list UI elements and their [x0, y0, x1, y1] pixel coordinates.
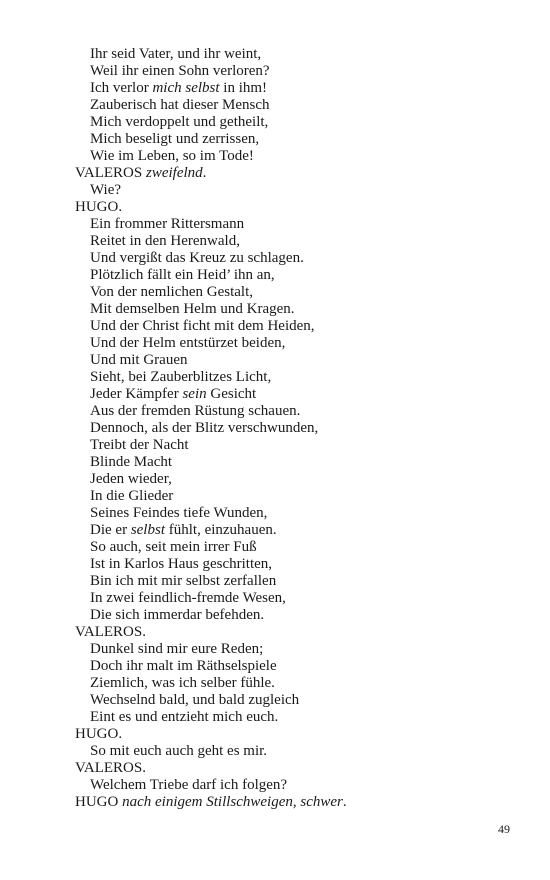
line-text: Sieht, bei Zauberblitzes Licht,	[90, 369, 272, 385]
verse-line	[75, 80, 495, 97]
verse-line	[75, 335, 495, 352]
speaker-line	[75, 760, 495, 777]
line-text: Wechselnd bald, und bald zugleich	[90, 692, 300, 708]
verse-line	[75, 182, 495, 199]
line-text: Ist in Karlos Haus geschritten,	[90, 556, 273, 572]
verse-line	[75, 709, 495, 726]
line-text: Von der nemlichen Gestalt,	[90, 284, 254, 300]
line-text: Ich verlor	[90, 80, 153, 96]
speaker-line	[75, 794, 495, 811]
verse-line	[75, 675, 495, 692]
line-text: HUGO	[75, 794, 123, 810]
line-text: In zwei feindlich-fremde Wesen,	[90, 590, 286, 606]
line-text: Die sich immerdar befehden.	[90, 607, 265, 623]
verse-line	[75, 233, 495, 250]
verse-line	[75, 556, 495, 573]
line-text: Weil ihr einen Sohn verloren?	[90, 63, 270, 79]
verse-line	[75, 114, 495, 131]
line-text: Und vergißt das Kreuz zu schlagen.	[90, 250, 304, 266]
line-text: Plötzlich fällt ein Heid’ ihn an,	[90, 267, 275, 283]
line-text: Ihr seid Vater, und ihr weint,	[90, 46, 262, 62]
verse-line	[75, 505, 495, 522]
line-text: fühlt, einzuhauen.	[164, 522, 277, 538]
line-text: Zauberisch hat dieser Mensch	[90, 97, 270, 113]
verse-line	[75, 539, 495, 556]
verse-line	[75, 97, 495, 114]
verse-line	[75, 301, 495, 318]
line-text: .	[342, 794, 347, 810]
verse-line	[75, 63, 495, 80]
line-text: HUGO.	[75, 726, 123, 742]
verse-line	[75, 131, 495, 148]
verse-line	[75, 386, 495, 403]
speaker-line	[75, 624, 495, 641]
line-text: Dunkel sind mir eure Reden;	[90, 641, 264, 657]
text-block	[75, 46, 495, 811]
verse-line	[75, 284, 495, 301]
line-text: So mit euch auch geht es mir.	[90, 743, 268, 759]
line-text: VALEROS.	[75, 624, 146, 640]
verse-line	[75, 641, 495, 658]
italic-text: selbst	[130, 522, 165, 538]
line-text: in ihm!	[219, 80, 268, 96]
verse-line	[75, 420, 495, 437]
line-text: Wie im Leben, so im Tode!	[90, 148, 254, 164]
verse-line	[75, 692, 495, 709]
verse-line	[75, 437, 495, 454]
verse-line	[75, 216, 495, 233]
verse-line	[75, 743, 495, 760]
line-text: Wie?	[90, 182, 122, 198]
page-number: 49	[498, 822, 510, 836]
line-text: Mich beseligt und zerrissen,	[90, 131, 260, 147]
line-text: Blinde Macht	[90, 454, 173, 470]
line-text: So auch, seit mein irrer Fuß	[90, 539, 257, 555]
line-text: Seines Feindes tiefe Wunden,	[90, 505, 268, 521]
line-text: .	[202, 165, 207, 181]
verse-line	[75, 267, 495, 284]
line-text: Welchem Triebe darf ich folgen?	[90, 777, 288, 793]
verse-line	[75, 590, 495, 607]
line-text: Mich verdoppelt und getheilt,	[90, 114, 269, 130]
speaker-line	[75, 199, 495, 216]
line-text: Ziemlich, was ich selber fühle.	[90, 675, 275, 691]
line-text: Und der Christ ficht mit dem Heiden,	[90, 318, 315, 334]
line-text: Jeden wieder,	[90, 471, 172, 487]
verse-line	[75, 318, 495, 335]
line-text: In die Glieder	[90, 488, 174, 504]
verse-line	[75, 250, 495, 267]
line-text: HUGO.	[75, 199, 123, 215]
line-text: Reitet in den Herenwald,	[90, 233, 240, 249]
verse-line	[75, 777, 495, 794]
italic-text: sein	[182, 386, 207, 402]
line-text: VALEROS	[75, 165, 146, 181]
verse-line	[75, 352, 495, 369]
italic-text: mich selbst	[152, 80, 220, 96]
verse-line	[75, 573, 495, 590]
line-text: VALEROS.	[75, 760, 146, 776]
verse-line	[75, 607, 495, 624]
line-text: Doch ihr malt im Räthselspiele	[90, 658, 277, 674]
italic-text: nach einigem Stillschweigen, schwer	[122, 794, 343, 810]
italic-text: zweifelnd	[146, 165, 203, 181]
line-text: Eint es und entzieht mich euch.	[90, 709, 279, 725]
verse-line	[75, 471, 495, 488]
verse-line	[75, 403, 495, 420]
line-text: Jeder Kämpfer	[90, 386, 183, 402]
line-text: Bin ich mit mir selbst zerfallen	[90, 573, 277, 589]
verse-line	[75, 488, 495, 505]
line-text: Mit demselben Helm und Kragen.	[90, 301, 295, 317]
line-text: Die er	[90, 522, 131, 538]
line-text: Aus der fremden Rüstung schauen.	[90, 403, 301, 419]
verse-line	[75, 658, 495, 675]
line-text: Und mit Grauen	[90, 352, 188, 368]
verse-line	[75, 369, 495, 386]
speaker-line	[75, 165, 495, 182]
line-text: Gesicht	[206, 386, 257, 402]
line-text: Ein frommer Rittersmann	[90, 216, 245, 232]
line-text: Treibt der Nacht	[90, 437, 189, 453]
line-text: Und der Helm entstürzet beiden,	[90, 335, 286, 351]
verse-line	[75, 522, 495, 539]
line-text: Dennoch, als der Blitz verschwunden,	[90, 420, 319, 436]
speaker-line	[75, 726, 495, 743]
verse-line	[75, 454, 495, 471]
verse-line	[75, 148, 495, 165]
verse-line	[75, 46, 495, 63]
